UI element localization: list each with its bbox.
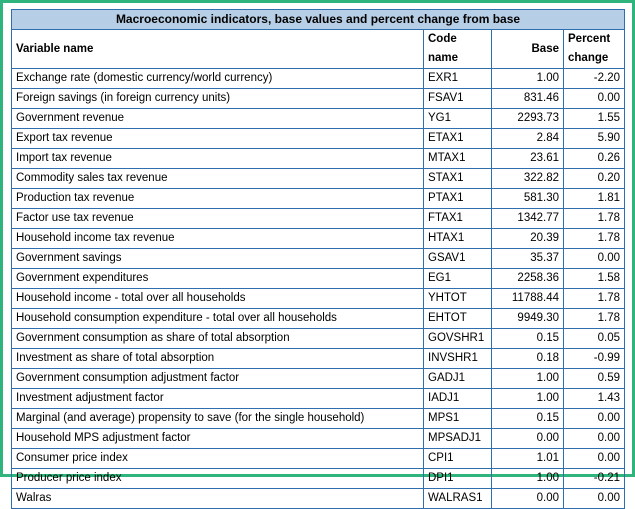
cell-code-name: INVSHR1: [424, 349, 492, 369]
cell-variable-name: Producer price index: [12, 469, 424, 489]
cell-percent-change: 1.43: [564, 389, 625, 409]
table-body: [12, 10, 625, 509]
cell-variable-name: Household income tax revenue: [12, 229, 424, 249]
cell-variable-name: Investment as share of total absorption: [12, 349, 424, 369]
cell-percent-change: 0.00: [564, 409, 625, 429]
cell-variable-name: Government expenditures: [12, 269, 424, 289]
cell-base-value: 35.37: [492, 249, 564, 269]
cell-percent-change: 1.81: [564, 189, 625, 209]
cell-base-value: 1.00: [492, 389, 564, 409]
cell-base-value: 9949.30: [492, 309, 564, 329]
table-row: [12, 149, 625, 169]
cell-variable-name: Household consumption expenditure - total over all households: [12, 309, 424, 329]
cell-variable-name: Consumer price index: [12, 449, 424, 469]
table-row: [12, 229, 625, 249]
cell-base-value: 322.82: [492, 169, 564, 189]
cell-percent-change: 5.90: [564, 129, 625, 149]
cell-base-value: 0.15: [492, 329, 564, 349]
column-header-variable-name: Variable name: [12, 30, 424, 69]
code-header-line1: Code: [428, 33, 457, 45]
cell-variable-name: Government consumption as share of total absorption: [12, 329, 424, 349]
cell-base-value: 20.39: [492, 229, 564, 249]
cell-percent-change: 0.00: [564, 429, 625, 449]
cell-variable-name: Investment adjustment factor: [12, 389, 424, 409]
cell-code-name: GSAV1: [424, 249, 492, 269]
cell-code-name: YG1: [424, 109, 492, 129]
cell-base-value: 581.30: [492, 189, 564, 209]
cell-percent-change: 1.78: [564, 209, 625, 229]
table-row: [12, 369, 625, 389]
cell-base-value: 2.84: [492, 129, 564, 149]
cell-base-value: 1342.77: [492, 209, 564, 229]
cell-code-name: MTAX1: [424, 149, 492, 169]
table-row: [12, 409, 625, 429]
cell-percent-change: 0.00: [564, 489, 625, 509]
table-row: [12, 429, 625, 449]
table-row: [12, 289, 625, 309]
column-header-base: Base: [492, 30, 564, 69]
cell-percent-change: -0.99: [564, 349, 625, 369]
table-row: [12, 129, 625, 149]
cell-code-name: EG1: [424, 269, 492, 289]
table-row: [12, 109, 625, 129]
title-row: [12, 10, 625, 30]
cell-base-value: 1.00: [492, 69, 564, 89]
cell-variable-name: Marginal (and average) propensity to save (for the single household): [12, 409, 424, 429]
cell-base-value: 0.00: [492, 489, 564, 509]
cell-base-value: 0.00: [492, 429, 564, 449]
cell-base-value: 1.00: [492, 469, 564, 489]
cell-variable-name: Foreign savings (in foreign currency units): [12, 89, 424, 109]
table-row: [12, 469, 625, 489]
cell-variable-name: Factor use tax revenue: [12, 209, 424, 229]
cell-code-name: IADJ1: [424, 389, 492, 409]
cell-variable-name: Government revenue: [12, 109, 424, 129]
cell-percent-change: 0.00: [564, 89, 625, 109]
cell-code-name: EHTOT: [424, 309, 492, 329]
percent-header-line1: Percent: [568, 33, 611, 45]
cell-variable-name: Walras: [12, 489, 424, 509]
cell-code-name: GADJ1: [424, 369, 492, 389]
cell-code-name: PTAX1: [424, 189, 492, 209]
cell-percent-change: 1.55: [564, 109, 625, 129]
cell-percent-change: 0.00: [564, 449, 625, 469]
table-row: [12, 309, 625, 329]
table-row: [12, 489, 625, 509]
cell-code-name: WALRAS1: [424, 489, 492, 509]
cell-variable-name: Household income - total over all households: [12, 289, 424, 309]
table-row: [12, 269, 625, 289]
cell-variable-name: Government consumption adjustment factor: [12, 369, 424, 389]
table-row: [12, 349, 625, 369]
cell-code-name: MPS1: [424, 409, 492, 429]
table-row: [12, 329, 625, 349]
cell-code-name: HTAX1: [424, 229, 492, 249]
cell-variable-name: Government savings: [12, 249, 424, 269]
cell-code-name: GOVSHR1: [424, 329, 492, 349]
header-row: [12, 30, 625, 69]
cell-base-value: 1.01: [492, 449, 564, 469]
page-title: Macroeconomic indicators, base values and percent change from base: [12, 10, 625, 30]
cell-base-value: 23.61: [492, 149, 564, 169]
cell-base-value: 0.15: [492, 409, 564, 429]
cell-code-name: ETAX1: [424, 129, 492, 149]
cell-percent-change: 0.59: [564, 369, 625, 389]
cell-base-value: 2258.36: [492, 269, 564, 289]
cell-base-value: 831.46: [492, 89, 564, 109]
percent-header-line2: change: [568, 52, 609, 64]
cell-percent-change: 0.26: [564, 149, 625, 169]
cell-percent-change: 1.78: [564, 309, 625, 329]
table-row: [12, 169, 625, 189]
cell-percent-change: 0.05: [564, 329, 625, 349]
cell-percent-change: 1.58: [564, 269, 625, 289]
cell-variable-name: Household MPS adjustment factor: [12, 429, 424, 449]
cell-base-value: 1.00: [492, 369, 564, 389]
table-row: [12, 69, 625, 89]
table-row: [12, 189, 625, 209]
cell-code-name: STAX1: [424, 169, 492, 189]
cell-percent-change: 0.20: [564, 169, 625, 189]
cell-code-name: MPSADJ1: [424, 429, 492, 449]
cell-percent-change: -2.20: [564, 69, 625, 89]
table-row: [12, 89, 625, 109]
cell-code-name: EXR1: [424, 69, 492, 89]
table-row: [12, 449, 625, 469]
table-row: [12, 209, 625, 229]
cell-code-name: YHTOT: [424, 289, 492, 309]
macro-indicators-table: [11, 9, 625, 509]
table-row: [12, 389, 625, 409]
column-header-code-name: [424, 30, 492, 69]
cell-percent-change: 1.78: [564, 229, 625, 249]
cell-variable-name: Export tax revenue: [12, 129, 424, 149]
cell-percent-change: -0.21: [564, 469, 625, 489]
cell-percent-change: 1.78: [564, 289, 625, 309]
code-header-line2: name: [428, 52, 459, 64]
cell-variable-name: Commodity sales tax revenue: [12, 169, 424, 189]
cell-base-value: 2293.73: [492, 109, 564, 129]
cell-code-name: DPI1: [424, 469, 492, 489]
cell-variable-name: Import tax revenue: [12, 149, 424, 169]
cell-code-name: FSAV1: [424, 89, 492, 109]
cell-code-name: FTAX1: [424, 209, 492, 229]
cell-base-value: 11788.44: [492, 289, 564, 309]
cell-variable-name: Exchange rate (domestic currency/world currency): [12, 69, 424, 89]
cell-base-value: 0.18: [492, 349, 564, 369]
cell-variable-name: Production tax revenue: [12, 189, 424, 209]
table-row: [12, 249, 625, 269]
cell-percent-change: 0.00: [564, 249, 625, 269]
cell-code-name: CPI1: [424, 449, 492, 469]
column-header-percent-change: [564, 30, 625, 69]
